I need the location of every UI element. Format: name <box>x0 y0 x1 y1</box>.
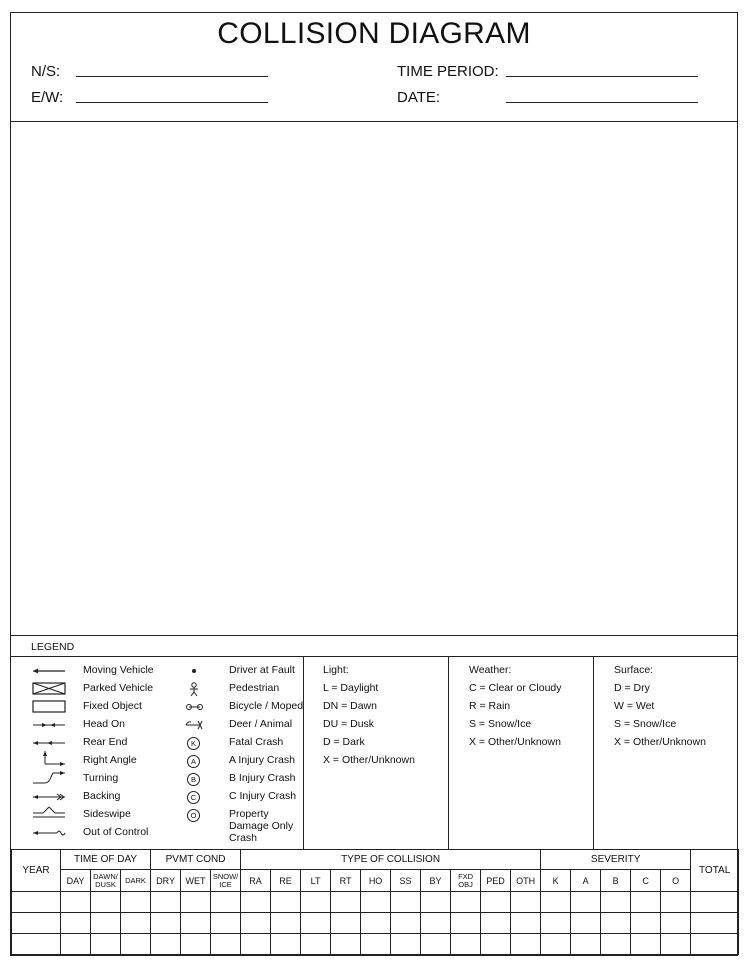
moving-vehicle-icon <box>33 669 65 674</box>
table-cell[interactable] <box>12 892 61 913</box>
legend-divider-3 <box>593 656 594 849</box>
parked-vehicle-icon <box>33 683 65 694</box>
table-cell[interactable] <box>301 913 331 934</box>
b-circle-icon: B <box>187 773 200 786</box>
table-cell[interactable] <box>61 913 91 934</box>
ns-label: N/S: <box>31 63 61 80</box>
table-cell[interactable] <box>541 934 571 955</box>
table-cell[interactable] <box>211 913 241 934</box>
legend-symbol-icons <box>29 663 69 843</box>
table-cell[interactable] <box>631 934 661 955</box>
table-cell[interactable] <box>211 892 241 913</box>
legend-light-title: Light: <box>323 664 349 676</box>
table-subheader-row <box>12 870 739 892</box>
legend-weather-item: X = Other/Unknown <box>469 736 561 748</box>
table-cell[interactable] <box>691 892 739 913</box>
table-cell[interactable] <box>601 913 631 934</box>
table-cell[interactable] <box>151 913 181 934</box>
legend-item-out-of-control: Out of Control <box>83 826 149 838</box>
legend-surface-item: X = Other/Unknown <box>614 736 706 748</box>
table-cell[interactable] <box>241 892 271 913</box>
o-circle-icon: O <box>187 809 200 822</box>
table-cell[interactable] <box>361 913 391 934</box>
table-cell[interactable] <box>451 934 481 955</box>
table-cell[interactable] <box>571 913 601 934</box>
severity-col-header: A <box>571 870 601 892</box>
legend-light-item: D = Dark <box>323 736 365 748</box>
legend-light-item: DU = Dusk <box>323 718 375 730</box>
table-cell[interactable] <box>391 934 421 955</box>
table-cell[interactable] <box>271 934 301 955</box>
type-of-collision-col-header: RA <box>241 870 271 892</box>
table-cell[interactable] <box>601 934 631 955</box>
severity-header: SEVERITY <box>541 850 691 870</box>
table-cell[interactable] <box>121 913 151 934</box>
table-cell[interactable] <box>421 913 451 934</box>
table-cell[interactable] <box>541 892 571 913</box>
type-of-collision-col-header: RE <box>271 870 301 892</box>
year-header: YEAR <box>12 850 61 892</box>
table-cell[interactable] <box>661 913 691 934</box>
table-cell[interactable] <box>331 913 361 934</box>
legend-light-item: DN = Dawn <box>323 700 377 712</box>
table-cell[interactable] <box>691 934 739 955</box>
type-of-collision-col-header: LT <box>301 870 331 892</box>
table-cell[interactable] <box>301 934 331 955</box>
legend-item-pedestrian: Pedestrian <box>229 682 280 694</box>
legend-item-b-circle: B Injury Crash <box>229 772 296 784</box>
table-cell[interactable] <box>661 934 691 955</box>
table-cell[interactable] <box>631 892 661 913</box>
right-angle-icon <box>43 751 65 766</box>
legend-divider-2 <box>448 656 449 849</box>
table-cell[interactable] <box>421 934 451 955</box>
turning-icon <box>33 771 65 783</box>
table-cell[interactable] <box>12 934 61 955</box>
table-cell[interactable] <box>481 934 511 955</box>
pvmt-cond-col-header: WET <box>181 870 211 892</box>
table-group-header-row <box>12 850 739 870</box>
legend-light-item: L = Daylight <box>323 682 379 694</box>
time-period-label: TIME PERIOD: <box>397 63 499 80</box>
pvmt-cond-col-header: DRY <box>151 870 181 892</box>
type-of-collision-col-header: HO <box>361 870 391 892</box>
legend-weather-item: S = Snow/Ice <box>469 718 532 730</box>
time-of-day-col-header: DAWN/ DUSK <box>91 870 121 892</box>
severity-col-header: B <box>601 870 631 892</box>
legend-item-driver-at-fault: Driver at Fault <box>229 664 295 676</box>
type-of-collision-col-header: OTH <box>511 870 541 892</box>
table-cell[interactable] <box>331 892 361 913</box>
legend-item-fixed-object: Fixed Object <box>83 700 142 712</box>
legend-light-item: X = Other/Unknown <box>323 754 415 766</box>
table-cell[interactable] <box>61 892 91 913</box>
type-of-collision-col-header: PED <box>481 870 511 892</box>
legend-title: LEGEND <box>31 641 75 653</box>
table-cell[interactable] <box>451 913 481 934</box>
legend-item-backing: Backing <box>83 790 121 802</box>
legend-surface-item: W = Wet <box>614 700 655 712</box>
header-divider <box>11 121 737 122</box>
table-row <box>12 934 739 955</box>
diagram-drawing-area[interactable] <box>11 123 737 635</box>
legend-item-sideswipe: Sideswipe <box>83 808 131 820</box>
table-cell[interactable] <box>511 913 541 934</box>
table-cell[interactable] <box>511 934 541 955</box>
table-cell[interactable] <box>691 913 739 934</box>
a-circle-icon: A <box>187 755 200 768</box>
legend-item-bicycle: Bicycle / Moped <box>229 700 304 712</box>
legend-item-c-circle: C Injury Crash <box>229 790 297 802</box>
ew-field[interactable] <box>76 102 268 103</box>
table-row <box>12 913 739 934</box>
table-cell[interactable] <box>451 892 481 913</box>
table-cell[interactable] <box>301 892 331 913</box>
table-cell[interactable] <box>91 913 121 934</box>
fixed-object-icon <box>33 701 65 712</box>
table-cell[interactable] <box>91 934 121 955</box>
table-cell[interactable] <box>241 934 271 955</box>
legend-item-deer-animal: Deer / Animal <box>229 718 293 730</box>
table-cell[interactable] <box>511 892 541 913</box>
table-cell[interactable] <box>181 892 211 913</box>
legend-weather-title: Weather: <box>469 664 512 676</box>
table-cell[interactable] <box>61 934 91 955</box>
bicycle-icon <box>187 705 203 710</box>
severity-col-header: K <box>541 870 571 892</box>
table-cell[interactable] <box>601 892 631 913</box>
severity-col-header: O <box>661 870 691 892</box>
out-of-control-icon <box>33 831 65 835</box>
table-cell[interactable] <box>391 913 421 934</box>
collision-summary-table <box>11 849 739 955</box>
legend-item-rear-end: Rear End <box>83 736 128 748</box>
legend-item-k-circle: Fatal Crash <box>229 736 284 748</box>
table-cell[interactable] <box>12 913 61 934</box>
time-of-day-col-header: DAY <box>61 870 91 892</box>
legend-item-o-circle: Property Damage Only Crash <box>229 808 294 844</box>
table-cell[interactable] <box>121 892 151 913</box>
legend-divider-1 <box>303 656 304 849</box>
table-cell[interactable] <box>151 934 181 955</box>
table-cell[interactable] <box>361 892 391 913</box>
table-cell[interactable] <box>661 892 691 913</box>
type-of-collision-col-header: RT <box>331 870 361 892</box>
ns-field[interactable] <box>76 76 268 77</box>
legend-weather-item: R = Rain <box>469 700 511 712</box>
pvmt-cond-col-header: SNOW/ ICE <box>211 870 241 892</box>
table-cell[interactable] <box>211 934 241 955</box>
legend-header-divider <box>11 656 737 657</box>
table-cell[interactable] <box>181 934 211 955</box>
table-cell[interactable] <box>271 892 301 913</box>
table-cell[interactable] <box>181 913 211 934</box>
table-cell[interactable] <box>421 892 451 913</box>
legend-surface-title: Surface: <box>614 664 654 676</box>
table-cell[interactable] <box>151 892 181 913</box>
legend-item-parked-vehicle: Parked Vehicle <box>83 682 154 694</box>
time-period-field[interactable] <box>506 76 698 77</box>
legend-surface-item: S = Snow/Ice <box>614 718 677 730</box>
time-of-day-header: TIME OF DAY <box>61 850 151 870</box>
legend-item-a-circle: A Injury Crash <box>229 754 295 766</box>
pedestrian-icon <box>190 683 198 696</box>
legend-item-turning: Turning <box>83 772 119 784</box>
table-cell[interactable] <box>481 913 511 934</box>
backing-icon <box>33 794 65 800</box>
collision-diagram-form <box>10 12 738 956</box>
head-on-icon <box>33 723 65 727</box>
type-of-collision-col-header: FXD OBJ <box>451 870 481 892</box>
type-of-collision-col-header: BY <box>421 870 451 892</box>
rear-end-icon <box>33 741 65 745</box>
c-circle-icon: C <box>187 791 200 804</box>
legend-item-head-on: Head On <box>83 718 126 730</box>
date-label: DATE: <box>397 89 441 106</box>
ew-label: E/W: <box>31 89 64 106</box>
table-cell[interactable] <box>391 892 421 913</box>
legend-surface-item: D = Dry <box>614 682 650 694</box>
deer-animal-icon <box>186 721 202 729</box>
legend-weather-item: C = Clear or Cloudy <box>469 682 562 694</box>
table-cell[interactable] <box>481 892 511 913</box>
table-cell[interactable] <box>631 913 661 934</box>
driver-at-fault-icon <box>192 669 196 673</box>
table-cell[interactable] <box>91 892 121 913</box>
time-of-day-col-header: DARK <box>121 870 151 892</box>
page-title: COLLISION DIAGRAM <box>217 17 531 50</box>
table-row <box>12 892 739 913</box>
table-cell[interactable] <box>571 892 601 913</box>
pvmt-cond-header: PVMT COND <box>151 850 241 870</box>
legend-item-right-angle: Right Angle <box>83 754 137 766</box>
table-cell[interactable] <box>541 913 571 934</box>
k-circle-icon: K <box>187 737 200 750</box>
total-header: TOTAL <box>691 850 739 892</box>
sideswipe-icon <box>33 807 65 817</box>
table-cell[interactable] <box>121 934 151 955</box>
type-of-collision-col-header: SS <box>391 870 421 892</box>
severity-col-header: C <box>631 870 661 892</box>
date-field[interactable] <box>506 102 698 103</box>
type-of-collision-header: TYPE OF COLLISION <box>241 850 541 870</box>
table-cell[interactable] <box>331 934 361 955</box>
legend-item-moving-vehicle: Moving Vehicle <box>83 664 154 676</box>
table-cell[interactable] <box>361 934 391 955</box>
table-cell[interactable] <box>271 913 301 934</box>
table-cell[interactable] <box>241 913 271 934</box>
table-cell[interactable] <box>571 934 601 955</box>
legend-top-divider <box>11 635 737 636</box>
